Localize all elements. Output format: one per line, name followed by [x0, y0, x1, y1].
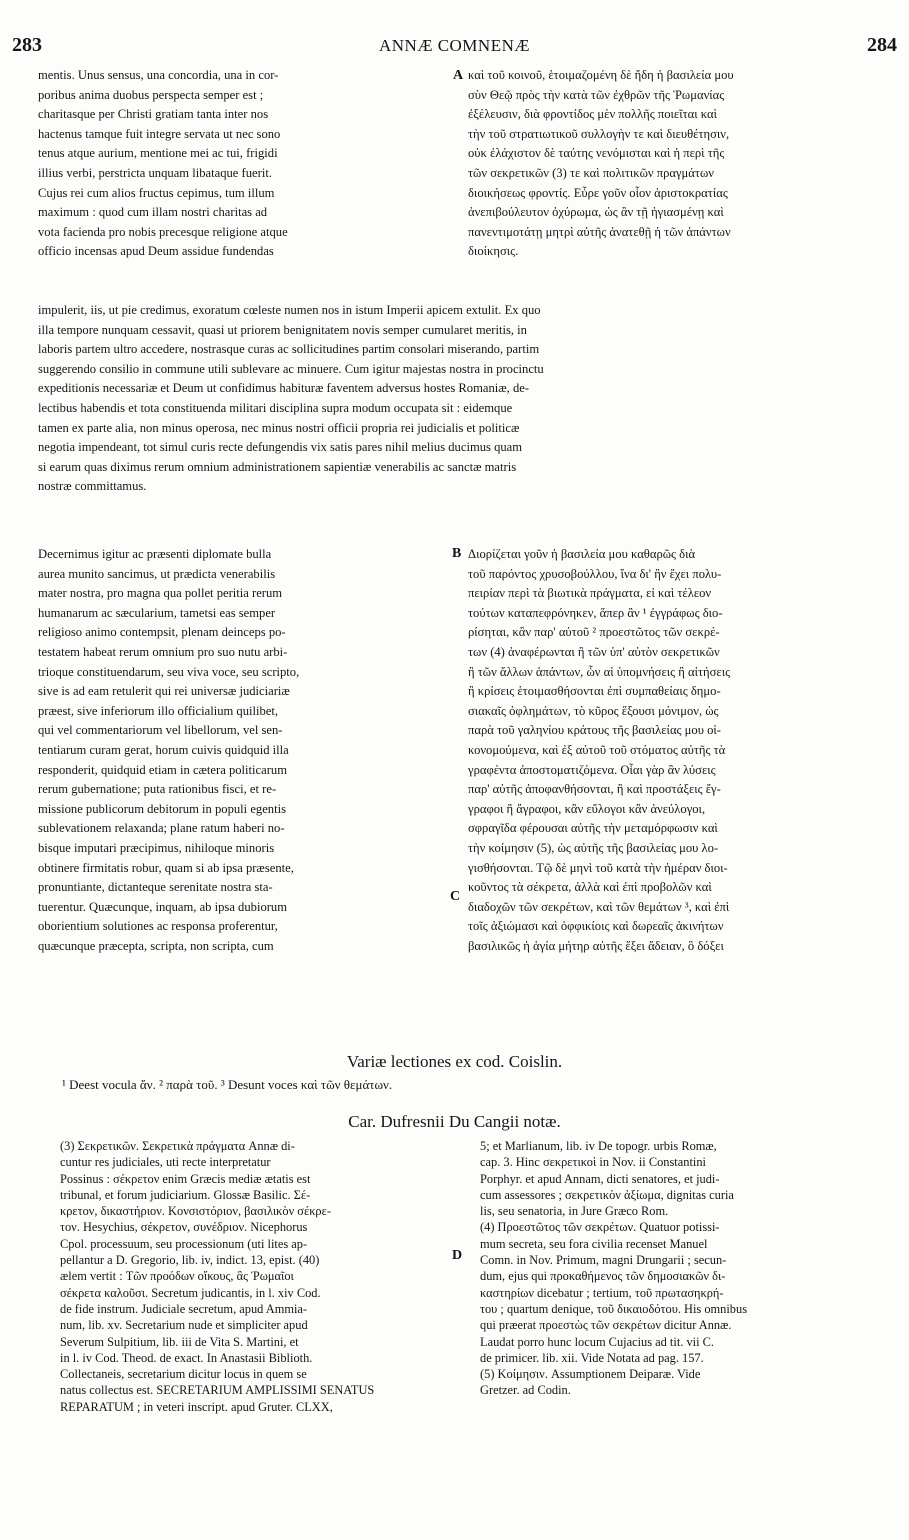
text-line: (5) Κοίμησιν. Assumptionem Deiparæ. Vide [480, 1367, 701, 1382]
text-line: oborientium solutiones ac responsa proferentur, [38, 919, 278, 934]
text-line: 5; et Marlianum, lib. iv De topogr. urbis Romæ, [480, 1139, 717, 1153]
text-line: ρίσηται, κἂν παρ' αὐτοῦ ² προεστῶτος τῶν σεκρέ- [468, 625, 720, 640]
text-line: humanarum ac sæcularium, tametsi eas semper [38, 605, 276, 620]
text-line: pellantur a D. Gregorio, lib. iv, indict. 13, epist. (40) [60, 1253, 320, 1268]
variant-readings-line: ¹ Deest vocula ἄν. ² παρὰ τοῦ. ³ Desunt voces καὶ τῶν θεμάτων. [62, 1077, 393, 1092]
text-line: tenus atque aurium, mentione mei ac tui, frigidi [38, 146, 278, 161]
text-line: negotia impendeant, tot simul curis recte defungendis vix satis pares nihil melius ducimus quam [38, 440, 523, 455]
text-line: qui præerat προεστὼς τῶν σεκρέτων dicitur Annæ. [480, 1318, 732, 1333]
text-line: sublevationem relaxanda; plane ratum haberi no- [38, 821, 285, 836]
text-line: τὴν κοίμησιν (5), ὡς αὐτῆς τῆς βασιλείας μου λο- [468, 840, 719, 855]
text-line: in l. iv Cod. Theod. de exact. In Anastasii Biblioth. [60, 1350, 313, 1365]
text-line: impulerit, iis, ut pie credimus, exoratum cœleste numen nos in istum Imperii apicem extulit. Ex quo [38, 303, 541, 317]
text-line: mater nostra, pro magna qua pollet peritia rerum [38, 586, 283, 601]
text-line: καστηρίων dicebatur ; tertium, τοῦ πρωτασηκρή- [480, 1285, 724, 1300]
latin-column-top [38, 66, 448, 262]
text-line: rerum gubernatione; puta rationibus fisci, et re- [38, 782, 277, 797]
text-line: lectibus habendis et tota constituenda militari disciplina supra modum occupata sit : eidemque [38, 400, 513, 415]
text-line: γραφέντα ἀποστοματιζόμενα. Οἷαι γὰρ ἂν λύσεις [468, 762, 716, 777]
text-line: ἢ τῶν ἄλλων ἁπάντων, ὧν αἱ ὑπομνήσεις ἢ αἰτήσεις [468, 664, 731, 679]
text-line: Possinus : σέκρετον enim Græcis mediæ ætatis est [60, 1171, 311, 1186]
text-line: σέκρετα καλοῦσι. Secretum judicantis, in l. xiv Cod. [60, 1285, 321, 1300]
text-line: cap. 3. Hinc σεκρετικοὶ in Nov. ii Constantini [480, 1155, 706, 1170]
text-line: πειρίαν περὶ τὰ βιωτικὰ πράγματα, εἰ καὶ τέλεον [468, 586, 712, 601]
text-line: natus collectus est. SECRETARIUM AMPLISSIMI SENATUS [60, 1383, 375, 1398]
text-line: Laudat porro hunc locum Cujacius ad tit. vii C. [480, 1334, 715, 1349]
text-line: de primicer. lib. xii. Vide Notata ad pag. 157. [480, 1350, 704, 1365]
text-line: illa tempore nunquam cessavit, quasi ut priorem benignitatem novis semper cumularet meritis, in [38, 322, 527, 337]
text-line: Decernimus igitur ac præsenti diplomate bulla [38, 547, 272, 561]
text-line: aurea munito sancimus, ut prædicta venerabilis [38, 566, 276, 581]
text-line: Cujus rei cum alios fructus cepimus, tum illum [38, 185, 275, 200]
page-number-left: 283 [12, 34, 42, 56]
page-header [12, 34, 897, 64]
text-line: διαδοχῶν τῶν σεκρέτων, καὶ τῶν θεμάτων ³, καὶ ἐπὶ [468, 899, 730, 914]
text-line: (4) Προεστῶτος τῶν σεκρέτων. Quatuor potissi- [480, 1220, 720, 1235]
text-line: mum secreta, seu fora civilia recenset Manuel [480, 1236, 708, 1251]
text-line: de fide instrum. Judiciale secretum, apud Ammia- [60, 1301, 308, 1316]
margin-marker-d: D [452, 1248, 463, 1263]
text-line: maximum : quod cum illam nostri charitas ad [38, 205, 268, 220]
text-line: cum assessores ; σεκρετικὸν ἀξίωμα, dignitas curia [480, 1187, 734, 1202]
margin-marker-b: B [452, 546, 462, 561]
text-line: Gretzer. ad Codin. [480, 1383, 571, 1398]
text-line: pronuntiante, dictanteque serenitate nostra sta- [38, 880, 273, 895]
text-line: παρὰ τοῦ γαληνίου κράτους τῆς βασιλείας μου οἱ- [468, 723, 721, 738]
text-line: Collectaneis, secretarium dicitur locus in quem se [60, 1367, 307, 1382]
text-line: διοικήσεως φροντίς. Εὗρε γοῦν οἷον ἀριστοκρατίας [468, 185, 728, 200]
text-line: γραφοι ἢ ἄγραφοι, κἂν εὔλογοι κἂν ἀνεύλογοι, [468, 801, 706, 816]
text-line: τοῖς ἀξιώμασι καὶ ὀφφικίοις καὶ δωρεαῖς ἀκινήτων [468, 919, 724, 934]
notes-heading: Car. Dufresnii Du Cangii notæ. [348, 1112, 561, 1131]
text-line: bisque imputari præcipimus, nihiloque minoris [38, 840, 275, 855]
text-line: lis, seu senatoria, in Jure Græco Rom. [480, 1204, 669, 1219]
text-line: responderit, quidquid etiam in cætera politicarum [38, 762, 288, 777]
text-line: REPARATUM ; in veteri inscript. apud Gruter. CLXX, [60, 1399, 333, 1414]
text-line: sive is ad eam retulerit qui rei universæ judiciariæ [38, 684, 290, 699]
text-line: σὺν Θεῷ πρὸς τὴν κατὰ τῶν ἐχθρῶν τῆς Ῥωμανίας [468, 87, 725, 102]
margin-marker-a: A [453, 68, 464, 83]
text-line: του ; quartum denique, τοῦ δικαιοδότου. His omnibus [480, 1301, 748, 1316]
text-line: num, lib. xv. Secretarium nude et simpliciter apud [60, 1318, 308, 1333]
text-line: mentis. Unus sensus, una concordia, una in cor- [38, 68, 279, 82]
text-line: suggerendo consilio in commune utili sublevare ac minuere. Cum igitur majestas nostra in procinctu [38, 361, 544, 376]
text-line: quæcunque præcepta, scripta, non scripta, cum [38, 938, 274, 953]
text-line: religioso animo contempsit, plenam deinceps po- [38, 625, 286, 640]
text-line: nostræ committamus. [38, 479, 147, 494]
latin-column-middle [38, 545, 448, 956]
text-line: trioque constituendarum, seu viva voce, seu scripto, [38, 664, 300, 679]
text-line: πανεντιμοτάτῃ μητρὶ αὐτῆς ἀνατεθῇ ἡ τῶν ἁπάντων [468, 224, 731, 239]
text-line: illius verbi, perstricta unquam libataque fuerit. [38, 165, 272, 180]
text-line: tuerentur. Quæcunque, inquam, ab ipsa dubiorum [38, 899, 288, 914]
text-line: Comn. in Nov. Primum, magni Drungarii ; secun- [480, 1253, 727, 1268]
text-line: charitasque per Christi gratiam tanta inter nos [38, 107, 269, 122]
text-line: missione publicorum debitorum in populi egentis [38, 801, 287, 816]
text-line: τον. Hesychius, σέκρετον, συνέδριον. Nicephorus [60, 1220, 308, 1235]
text-line: qui vel commentariorum vel libellorum, vel sen- [38, 723, 283, 738]
text-line: tamen ex parte alia, non minus operosa, nec minus nostri officii propria rei judicialis et politicæ [38, 420, 520, 435]
notes-column-right [480, 1138, 888, 1399]
text-line: tentiarum curam gerat, horum cuivis quidquid illa [38, 742, 289, 757]
text-line: ἢ κρίσεις ἑτοιμασθήσονται ἐπὶ συμπαθείαις δημο- [468, 684, 721, 699]
greek-column-top [468, 66, 883, 262]
text-line: cuntur res judiciales, uti recte interpretatur [60, 1155, 271, 1170]
text-line: σιακαῖς ὀφλημάτων, τὸ κῦρος ἕξουσι μόνιμον, ὡς [468, 703, 719, 718]
text-line: vota facienda pro nobis precesque religione atque [38, 224, 288, 239]
text-line: σφραγῖδα φέρουσαι αὐτῆς τὴν μεταμόρφωσιν καὶ [468, 821, 718, 836]
text-line: tribunal, et forum judiciarium. Glossæ Basilic. Σέ- [60, 1187, 311, 1202]
text-line: τοῦ παρόντος χρυσοβούλλου, ἵνα δι' ἣν ἔχει πολυ- [468, 566, 722, 581]
running-title: ANNÆ COMNENÆ [379, 36, 530, 55]
text-line: των (4) ἀναφέρωνται ἢ τῶν ὑπ' αὐτὸν σεκρετικῶν [468, 644, 720, 659]
text-line: (3) Σεκρετικῶν. Σεκρετικὰ πράγματα Annæ di- [60, 1139, 295, 1153]
text-line: si earum quas diximus rerum omnium administrationem sapientiæ venerabilis ac sanctæ matris [38, 459, 517, 474]
text-line: καὶ τοῦ κοινοῦ, ἑτοιμαζομένη δὲ ἤδη ἡ βασιλεία μου [468, 68, 734, 82]
text-line: officio incensas apud Deum assidue fundendas [38, 244, 274, 259]
text-line: dum, ejus qui προκαθήμενος τῶν δημοσιακῶν δι- [480, 1269, 726, 1284]
text-line: Διορίζεται γοῦν ἡ βασιλεία μου καθαρῶς διὰ [468, 547, 696, 561]
text-line: κοῦντος τὰ σέκρετα, ἀλλὰ καὶ ἐπὶ προβολῶν καὶ [468, 880, 712, 895]
text-line: hactenus tamque fuit integre servata ut nec sono [38, 126, 281, 141]
greek-column-middle [468, 545, 883, 956]
latin-full-width-paragraph [38, 301, 874, 497]
text-line: Cpol. processuum, seu processionum (uti lites ap- [60, 1236, 308, 1251]
text-line: κρετον, δικαστήριον. Κονσιστόριον, βασιλικὸν σέκρε- [60, 1204, 331, 1219]
text-line: κονομούμενα, καὶ ἐξ αὐτοῦ τοῦ στόματος αὐτῆς τὰ [468, 742, 726, 757]
text-line: τῶν σεκρετικῶν (3) τε καὶ πολιτικῶν πραγμάτων [468, 165, 714, 180]
text-line: οὐκ ἐλάχιστον δὲ ταύτης νενόμισται καὶ ἡ περὶ τῆς [468, 146, 725, 161]
text-line: τούτων καταπεφρόνηκεν, ἅπερ ἂν ¹ ἐγγράφως διο- [468, 605, 723, 620]
notes-column-left [60, 1138, 445, 1415]
text-line: ælem vertit : Τῶν προόδων οἴκους, ἃς Ῥωμαῖοι [60, 1269, 294, 1284]
text-line: expeditionis necessariæ et Deum ut confidimus habituræ faventem adversus hostes Romaniæ, de- [38, 381, 530, 396]
variant-readings-heading: Variæ lectiones ex cod. Coislin. [346, 1052, 563, 1071]
page-number-right: 284 [867, 34, 897, 56]
text-line: βασιλικῶς ἡ ἁγία μήτηρ αὐτῆς ἕξει ἄδειαν, ὃ δόξει [468, 938, 724, 953]
text-line: præest, sive inferiorum illo officialium quilibet, [38, 703, 279, 718]
text-line: Severum Sulpitium, lib. iii de Vita S. Martini, et [60, 1334, 299, 1349]
text-line: testatem habeat rerum omnium pro suo nutu arbi- [38, 644, 288, 659]
text-line: γισθήσονται. Τῷ δὲ μηνὶ τοῦ κατὰ τὴν ἡμέραν διοι- [468, 860, 728, 875]
text-line: διοίκησις. [468, 244, 519, 259]
text-line: obtinere firmitatis robur, quam si ab ipsa præsente, [38, 860, 294, 875]
text-line: ἐξέλευσιν, διὰ φροντίδος μὲν πολλῆς ποιεῖται καὶ [468, 107, 718, 122]
text-line: ἀνεπιβούλευτον ὀχύρωμα, ὡς ἂν τῇ ἡγιασμένῃ καὶ [468, 205, 724, 220]
text-line: παρ' αὐτῆς ἀποφανθήσονται, ἢ καὶ προστάξεις ἔγ- [468, 782, 721, 797]
text-line: poribus anima duobus perspecta semper est ; [38, 87, 264, 102]
margin-marker-c: C [450, 889, 461, 904]
text-line: laboris partem ultro accedere, nostrasque curas ac sollicitudines partim consolari miserando, partim [38, 342, 540, 357]
text-line: Porphyr. et apud Annam, dicti senatores, et judi- [480, 1171, 720, 1186]
text-line: τὴν τοῦ στρατιωτικοῦ συλλογὴν τε καὶ διευθέτησιν, [468, 126, 730, 141]
